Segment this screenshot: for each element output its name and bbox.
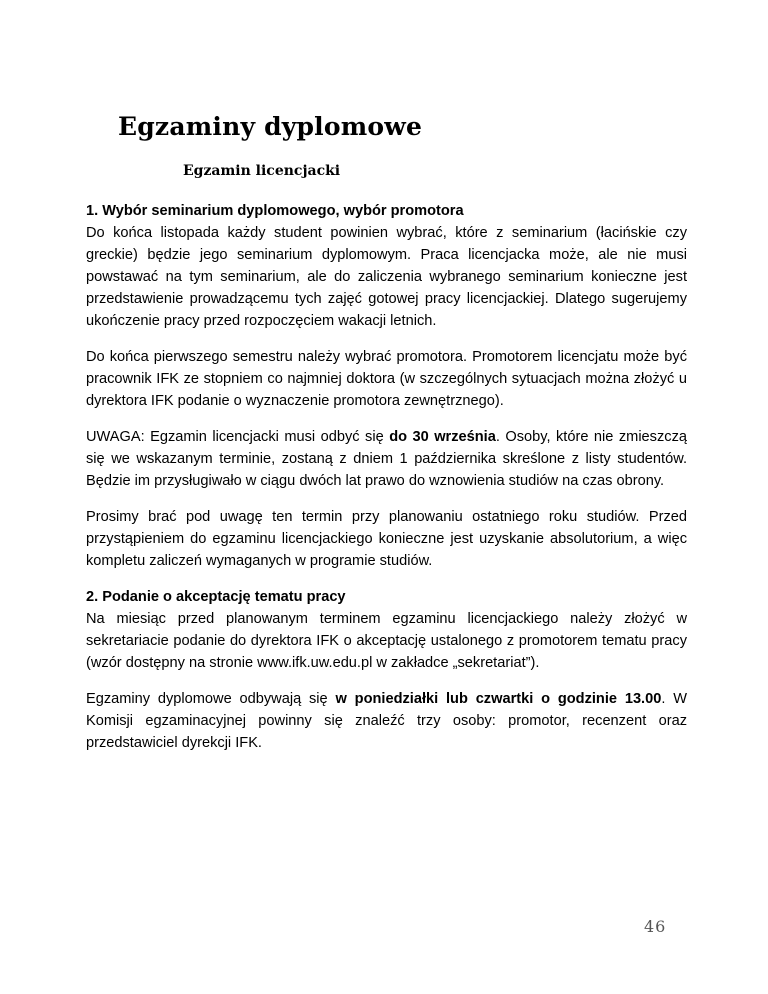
schedule-days: w poniedziałki lub czwartki o godzinie 13.00 bbox=[335, 691, 662, 707]
warning-deadline: do 30 września bbox=[389, 429, 496, 445]
page-subtitle: Egzamin licencjacki bbox=[183, 163, 341, 179]
section-1-paragraph-4: Prosimy brać pod uwagę ten termin przy planowaniu ostatniego roku studiów. Przed przystąpieniem do egzaminu licencjackiego konieczne jest uzyskanie absolutorium, a więc kompletu zaliczeń wymaganych w programie studiów. bbox=[86, 509, 687, 569]
warning-prefix: UWAGA: Egzamin licencjacki musi odbyć się bbox=[86, 429, 390, 445]
warning-suffix: . Osoby, które nie zmieszczą się we wskazanym terminie, zostaną z dniem 1 października skreślone z listy studentów. Będzie im przysługiwało w ciągu dwóch lat prawo do wznowienia studiów na czas obrony. bbox=[86, 429, 687, 489]
document-body bbox=[86, 200, 687, 754]
section-1-paragraph-1: Do końca listopada każdy student powinien wybrać, które z seminarium (łacińskie czy greckie) będzie jego seminarium dyplomowym. Praca licencjacka może, ale nie musi powstawać na tym seminarium, ale do zaliczenia wybranego seminarium konieczne jest przedstawienie prowadzącemu tych zajęć gotowej pracy licencjackiej. Dlatego sugerujemy ukończenie pracy przed rozpoczęciem wakacji letnich. bbox=[86, 225, 687, 329]
page-number: 46 bbox=[644, 917, 667, 936]
section-1-paragraph-2: Do końca pierwszego semestru należy wybrać promotora. Promotorem licencjatu może być pracownik IFK ze stopniem co najmniej doktora (w szczególnych sytuacjach można złożyć u dyrektora IFK podanie o wyznaczenie promotora zewnętrznego). bbox=[86, 349, 687, 409]
section-2-heading: 2. Podanie o akceptację tematu pracy bbox=[86, 589, 346, 605]
section-1-heading: 1. Wybór seminarium dyplomowego, wybór promotora bbox=[86, 203, 464, 219]
schedule-suffix: . W Komisji egzaminacyjnej powinny się znaleźć trzy osoby: promotor, recenzent oraz przedstawiciel dyrekcji IFK. bbox=[86, 691, 687, 751]
section-2-schedule-paragraph bbox=[86, 688, 687, 754]
section-2-paragraph-1: Na miesiąc przed planowanym terminem egzaminu licencjackiego należy złożyć w sekretariacie podanie do dyrektora IFK o akceptację ustalonego z promotorem tematu pracy (wzór dostępny na stronie www.ifk.uw.edu.pl w zakładce „sekretariat”). bbox=[86, 611, 687, 671]
section-1-warning-paragraph bbox=[86, 426, 687, 492]
page-title: Egzaminy dyplomowe bbox=[118, 112, 423, 141]
schedule-prefix: Egzaminy dyplomowe odbywają się bbox=[86, 691, 336, 707]
